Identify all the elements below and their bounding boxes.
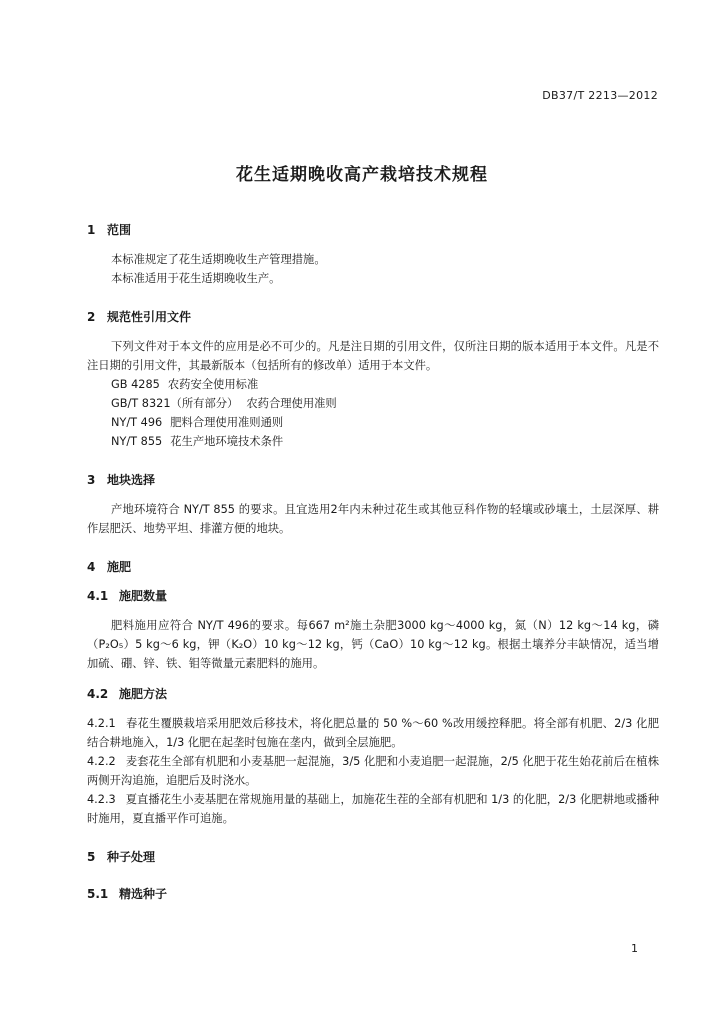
clause-4-2-1 <box>87 714 659 752</box>
reference-code: GB 4285 <box>111 378 160 391</box>
clause-number: 4.2.3 <box>87 793 116 806</box>
clause-text: 春花生覆膜栽培采用肥效后移技术，将化肥总量的 50 %～60 %改用缓控释肥。将全部有机肥、2/3 化肥结合耕地施入，1/3 化肥在起垄时包施在垄内，做到全层施肥。 <box>87 717 659 749</box>
clause-number: 4.2.1 <box>87 717 116 730</box>
reference-name: 花生产地环境技术条件 <box>170 435 284 448</box>
section-title: 范围 <box>107 223 132 237</box>
section-heading-scope <box>87 221 659 238</box>
reference-code: NY/T 855 <box>111 435 163 448</box>
scope-paragraph-2: 本标准适用于花生适期晚收生产。 <box>111 272 281 285</box>
section-number: 3 <box>87 473 96 487</box>
section-title: 地块选择 <box>107 473 156 487</box>
section-heading-seed-treatment <box>87 848 659 865</box>
subsection-heading-seed-selection <box>87 885 659 902</box>
section-title: 种子处理 <box>107 850 156 864</box>
reference-item <box>87 432 659 451</box>
reference-item <box>87 394 659 413</box>
section-number: 2 <box>87 310 96 324</box>
standard-code: DB37/T 2213—2012 <box>542 89 658 102</box>
section-number: 1 <box>87 223 96 237</box>
reference-code: NY/T 496 <box>111 416 163 429</box>
subsection-heading-fertilization-method <box>87 685 659 702</box>
clause-number: 4.2.2 <box>87 755 116 768</box>
reference-item <box>87 375 659 394</box>
clause-text: 麦套花生全部有机肥和小麦基肥一起混施，3/5 化肥和小麦追肥一起混施，2/5 化肥于花生始花前后在植株两侧开沟追施，追肥后及时浇水。 <box>87 755 659 787</box>
reference-item <box>87 413 659 432</box>
subsection-number: 5.1 <box>87 887 109 901</box>
subsection-number: 4.2 <box>87 687 109 701</box>
document-title: 花生适期晚收高产栽培技术规程 <box>236 165 488 185</box>
scope-paragraph-1: 本标准规定了花生适期晚收生产管理措施。 <box>111 253 326 266</box>
reference-code: GB/T 8321（所有部分） <box>111 397 239 410</box>
subsection-title: 施肥方法 <box>119 687 168 701</box>
section-number: 4 <box>87 560 96 574</box>
clause-4-2-3 <box>87 790 659 828</box>
clause-4-2-2 <box>87 752 659 790</box>
section-heading-fertilization <box>87 558 659 575</box>
document-body <box>87 221 659 902</box>
section-title: 规范性引用文件 <box>107 310 192 324</box>
section-number: 5 <box>87 850 96 864</box>
subsection-number: 4.1 <box>87 589 109 603</box>
section-heading-plot-selection <box>87 471 659 488</box>
subsection-title: 施肥数量 <box>119 589 168 603</box>
page-number: 1 <box>631 942 638 955</box>
reference-name: 农药合理使用准则 <box>246 397 337 410</box>
plot-selection-paragraph: 产地环境符合 NY/T 855 的要求。且宜选用2年内未种过花生或其他豆科作物的轻壤或砂壤土，土层深厚、耕作层肥沃、地势平坦、排灌方便的地块。 <box>87 503 659 535</box>
reference-name: 农药安全使用标准 <box>167 378 259 391</box>
references-intro: 下列文件对于本文件的应用是必不可少的。凡是注日期的引用文件，仅所注日期的版本适用于本文件。凡是不注日期的引用文件，其最新版本（包括所有的修改单）适用于本文件。 <box>87 340 659 372</box>
section-heading-normative-references <box>87 308 659 325</box>
clause-text: 夏直播花生小麦基肥在常规施用量的基础上，加施花生茬的全部有机肥和 1/3 的化肥，2/3 化肥耕地或播种时施用，夏直播平作可追施。 <box>87 793 659 825</box>
reference-name: 肥料合理使用准则通则 <box>170 416 284 429</box>
subsection-heading-fertilizer-amount <box>87 587 659 604</box>
fertilizer-amount-paragraph: 肥料施用应符合 NY/T 496的要求。每667 m²施土杂肥3000 kg～4000 kg，氮（N）12 kg～14 kg，磷（P₂O₅）5 kg～6 kg，钾（K₂O）10 kg～12 kg，钙（CaO）10 kg～12 kg。根据土壤养分丰缺情况，适当增加硫、硼、锌、铁、钼等微量元素肥料的施用。 <box>87 619 659 670</box>
section-title: 施肥 <box>107 560 132 574</box>
subsection-title: 精选种子 <box>119 887 168 901</box>
